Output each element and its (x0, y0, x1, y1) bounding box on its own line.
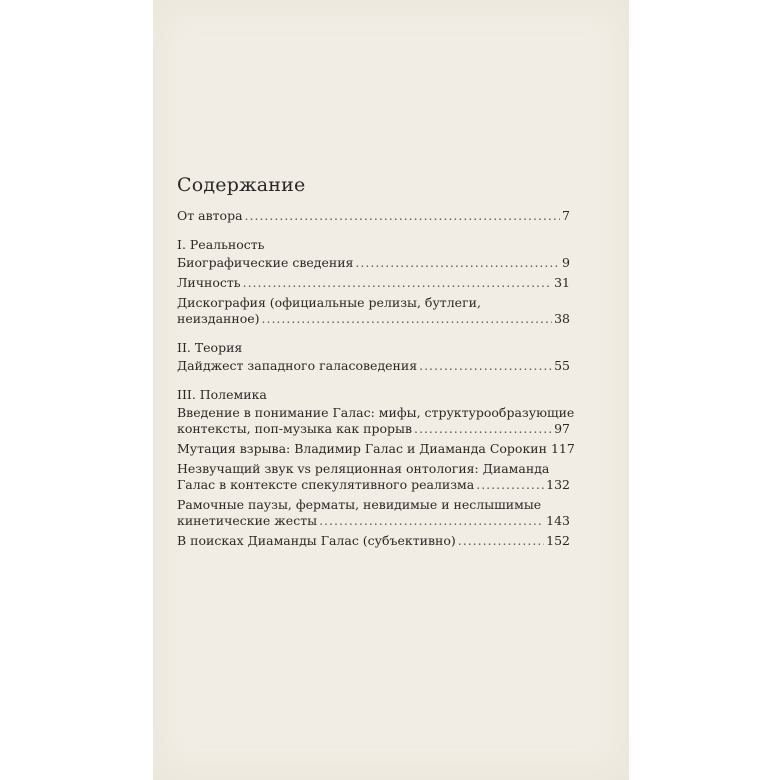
toc-entry-page: 38 (554, 311, 570, 326)
toc-entry-title-line: Личность (177, 275, 241, 290)
dot-leader (419, 358, 552, 374)
toc-entry-page: 31 (554, 275, 570, 290)
toc-entry-title-line: неизданное) (177, 311, 260, 326)
toc-entry-page: 9 (562, 255, 570, 270)
toc-entry (177, 255, 570, 271)
dot-leader (319, 513, 544, 529)
toc-entry (177, 275, 570, 291)
toc-entry-title-line: В поисках Диаманды Галас (субъективно) (177, 533, 456, 548)
toc-entry-page: 55 (554, 358, 570, 373)
dot-leader (414, 421, 552, 437)
toc-entry-title-line: Рамочные паузы, ферматы, невидимые и неслышимые (177, 497, 542, 512)
toc-entry (177, 358, 570, 374)
toc-entry-page: 152 (546, 533, 570, 548)
toc-entry-page: 143 (546, 513, 570, 528)
toc-intro (177, 208, 570, 224)
toc-entry-title-line: Биографические сведения (177, 255, 354, 270)
toc-section (177, 386, 575, 549)
table-of-contents (177, 172, 575, 561)
toc-entry-page: 7 (562, 208, 570, 223)
toc-entry (177, 208, 570, 224)
toc-entry (177, 441, 575, 457)
dot-leader (262, 311, 553, 327)
toc-entry (177, 405, 575, 437)
toc-entry-title-line: Незвучащий звук vs реляционная онтология: Диаманда (177, 461, 550, 476)
toc-entry-title-line: Дискография (официальные релизы, бутлеги, (177, 295, 481, 310)
toc-entry (177, 295, 570, 327)
toc-entry (177, 497, 570, 529)
toc-section (177, 236, 570, 327)
toc-section (177, 339, 570, 374)
toc-entry-page: 132 (546, 477, 570, 492)
toc-entry-title-line: Мутация взрыва: Владимир Галас и Диаманда Сорокин (177, 441, 547, 456)
dot-leader (476, 477, 544, 493)
toc-entry-title: От автора (177, 208, 243, 223)
toc-title: Содержание (177, 174, 306, 196)
toc-section-heading: II. Теория (177, 340, 243, 355)
dot-leader (458, 533, 544, 549)
dot-leader (245, 208, 561, 224)
toc-entry-title-line: контексты, поп-музыка как прорыв (177, 421, 412, 436)
toc-entry-title-line: Дайджест западного галасоведения (177, 358, 418, 373)
toc-section-heading: I. Реальность (177, 237, 265, 252)
toc-entry-title-line: Введение в понимание Галас: мифы, структурообразующие (177, 405, 575, 420)
dot-leader (355, 255, 560, 271)
toc-entry (177, 533, 570, 549)
book-page (153, 0, 629, 780)
dot-leader (243, 275, 552, 291)
toc-entry-title-line: Галас в контексте спекулятивного реализма (177, 477, 475, 492)
toc-entry-page: 117 (550, 441, 575, 456)
toc-entry (177, 461, 570, 493)
toc-section-heading: III. Полемика (177, 387, 267, 402)
toc-entry-page: 97 (554, 421, 570, 436)
toc-entry-title-line: кинетические жесты (177, 513, 318, 528)
